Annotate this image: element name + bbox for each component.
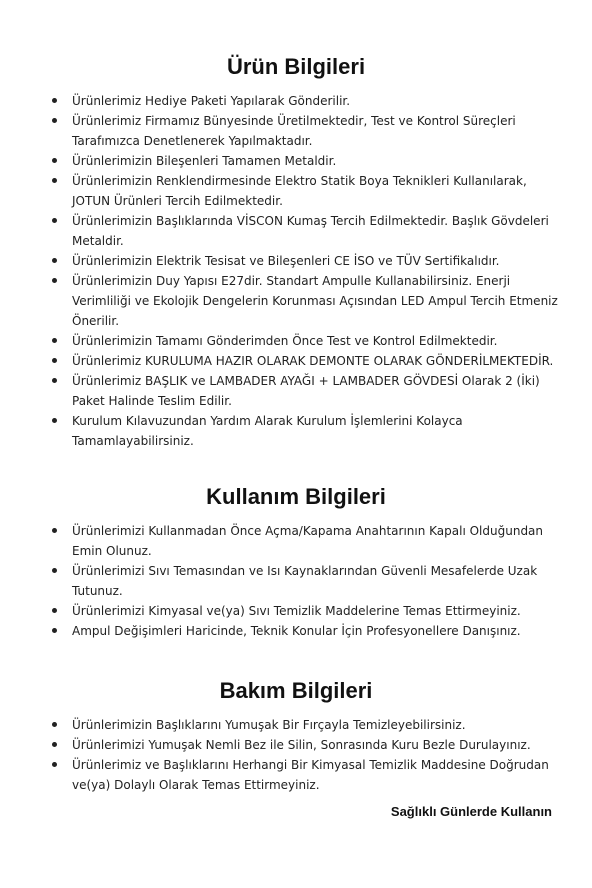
list-item-text: Ürünlerimizin Duy Yapısı E27dir. Standart Ampulle Kullanabilirsiniz. Enerji Verimliliği ve Ekolojik Dengelerin Korunması Açısından LED Ampul Tercih Etmeniz Önerilir.: [72, 274, 558, 328]
list-item-text: Ürünlerimiz Hediye Paketi Yapılarak Gönderilir.: [72, 94, 351, 108]
list-item-text: Ampul Değişimleri Haricinde, Teknik Konular İçin Profesyonellere Danışınız.: [72, 624, 521, 638]
bullet-icon: [52, 338, 57, 343]
list-item-text: Kurulum Kılavuzundan Yardım Alarak Kurulum İşlemlerini Kolayca Tamamlayabilirsiniz.: [72, 414, 463, 448]
section-title-bakim: Bakım Bilgileri: [219, 678, 373, 703]
section-title-urun: Ürün Bilgileri: [226, 54, 366, 79]
bullet-icon: [52, 378, 57, 383]
list-item: [52, 271, 558, 331]
list-item: [52, 755, 558, 795]
bullet-icon: [52, 608, 57, 613]
list-item: [52, 735, 558, 755]
list-item-text: Ürünlerimizin Başlıklarını Yumuşak Bir Fırçayla Temizleyebilirsiniz.: [72, 718, 466, 732]
list-item: [52, 171, 558, 211]
footer-note: Sağlıklı Günlerde Kullanın: [390, 804, 552, 819]
list-item: [52, 715, 558, 735]
list-item-text: Ürünlerimizin Başlıklarında VİSCON Kumaş Tercih Edilmektedir. Başlık Gövdeleri Metaldir.: [72, 214, 549, 248]
list-item: [52, 521, 558, 561]
list-item: [52, 561, 558, 601]
list-item: [52, 411, 558, 451]
bullet-icon: [52, 258, 57, 263]
list-item: [52, 251, 558, 271]
list-item-text: Ürünlerimizin Renklendirmesinde Elektro Statik Boya Teknikleri Kullanılarak, JOTUN Ürünleri Tercih Edilmektedir.: [72, 174, 527, 208]
section-title-kullanim: Kullanım Bilgileri: [206, 484, 386, 509]
bullet-icon: [52, 418, 57, 423]
list-item-text: Ürünlerimiz Firmamız Bünyesinde Üretilmektedir, Test ve Kontrol Süreçleri Tarafımızca Denetlenerek Yapılmaktadır.: [72, 114, 516, 148]
bullet-icon: [52, 528, 57, 533]
bullet-icon: [52, 568, 57, 573]
list-item-text: Ürünlerimiz KURULUMA HAZIR OLARAK DEMONTE OLARAK GÖNDERİLMEKTEDİR.: [72, 354, 554, 368]
list-item: [52, 621, 558, 641]
urun-list: [52, 91, 558, 451]
kullanim-list: [52, 521, 558, 641]
list-item: [52, 111, 558, 151]
bullet-icon: [52, 218, 57, 223]
list-item-text: Ürünlerimiz ve Başlıklarını Herhangi Bir Kimyasal Temizlik Maddesine Doğrudan ve(ya) Dolaylı Olarak Temas Ettirmeyiniz.: [72, 758, 549, 792]
list-item-text: Ürünlerimizi Kullanmadan Önce Açma/Kapama Anahtarının Kapalı Olduğundan Emin Olunuz.: [72, 524, 544, 558]
list-item: [52, 601, 558, 621]
list-item: [52, 91, 558, 111]
list-item-text: Ürünlerimiz BAŞLIK ve LAMBADER AYAĞI + LAMBADER GÖVDESİ Olarak 2 (İki) Paket Halinde Teslim Edilir.: [72, 374, 540, 408]
list-item: [52, 371, 558, 411]
list-item: [52, 331, 558, 351]
bullet-icon: [52, 742, 57, 747]
list-item: [52, 351, 558, 371]
bullet-icon: [52, 722, 57, 727]
list-item-text: Ürünlerimizin Tamamı Gönderimden Önce Test ve Kontrol Edilmektedir.: [72, 334, 498, 348]
list-item-text: Ürünlerimizi Kimyasal ve(ya) Sıvı Temizlik Maddelerine Temas Ettirmeyiniz.: [72, 604, 521, 618]
bullet-icon: [52, 358, 57, 363]
bakim-list: [52, 715, 558, 795]
bullet-icon: [52, 762, 57, 767]
list-item-text: Ürünlerimizin Elektrik Tesisat ve Bileşenleri CE İSO ve TÜV Sertifikalıdır.: [72, 254, 500, 268]
bullet-icon: [52, 98, 57, 103]
bullet-icon: [52, 178, 57, 183]
list-item: [52, 151, 558, 171]
bullet-icon: [52, 158, 57, 163]
bullet-icon: [52, 118, 57, 123]
bullet-icon: [52, 628, 57, 633]
bullet-icon: [52, 278, 57, 283]
list-item-text: Ürünlerimizi Yumuşak Nemli Bez ile Silin, Sonrasında Kuru Bezle Durulayınız.: [72, 738, 531, 752]
list-item-text: Ürünlerimizin Bileşenleri Tamamen Metaldir.: [72, 154, 337, 168]
list-item: [52, 211, 558, 251]
list-item-text: Ürünlerimizi Sıvı Temasından ve Isı Kaynaklarından Güvenli Mesafelerde Uzak Tutunuz.: [72, 564, 538, 598]
